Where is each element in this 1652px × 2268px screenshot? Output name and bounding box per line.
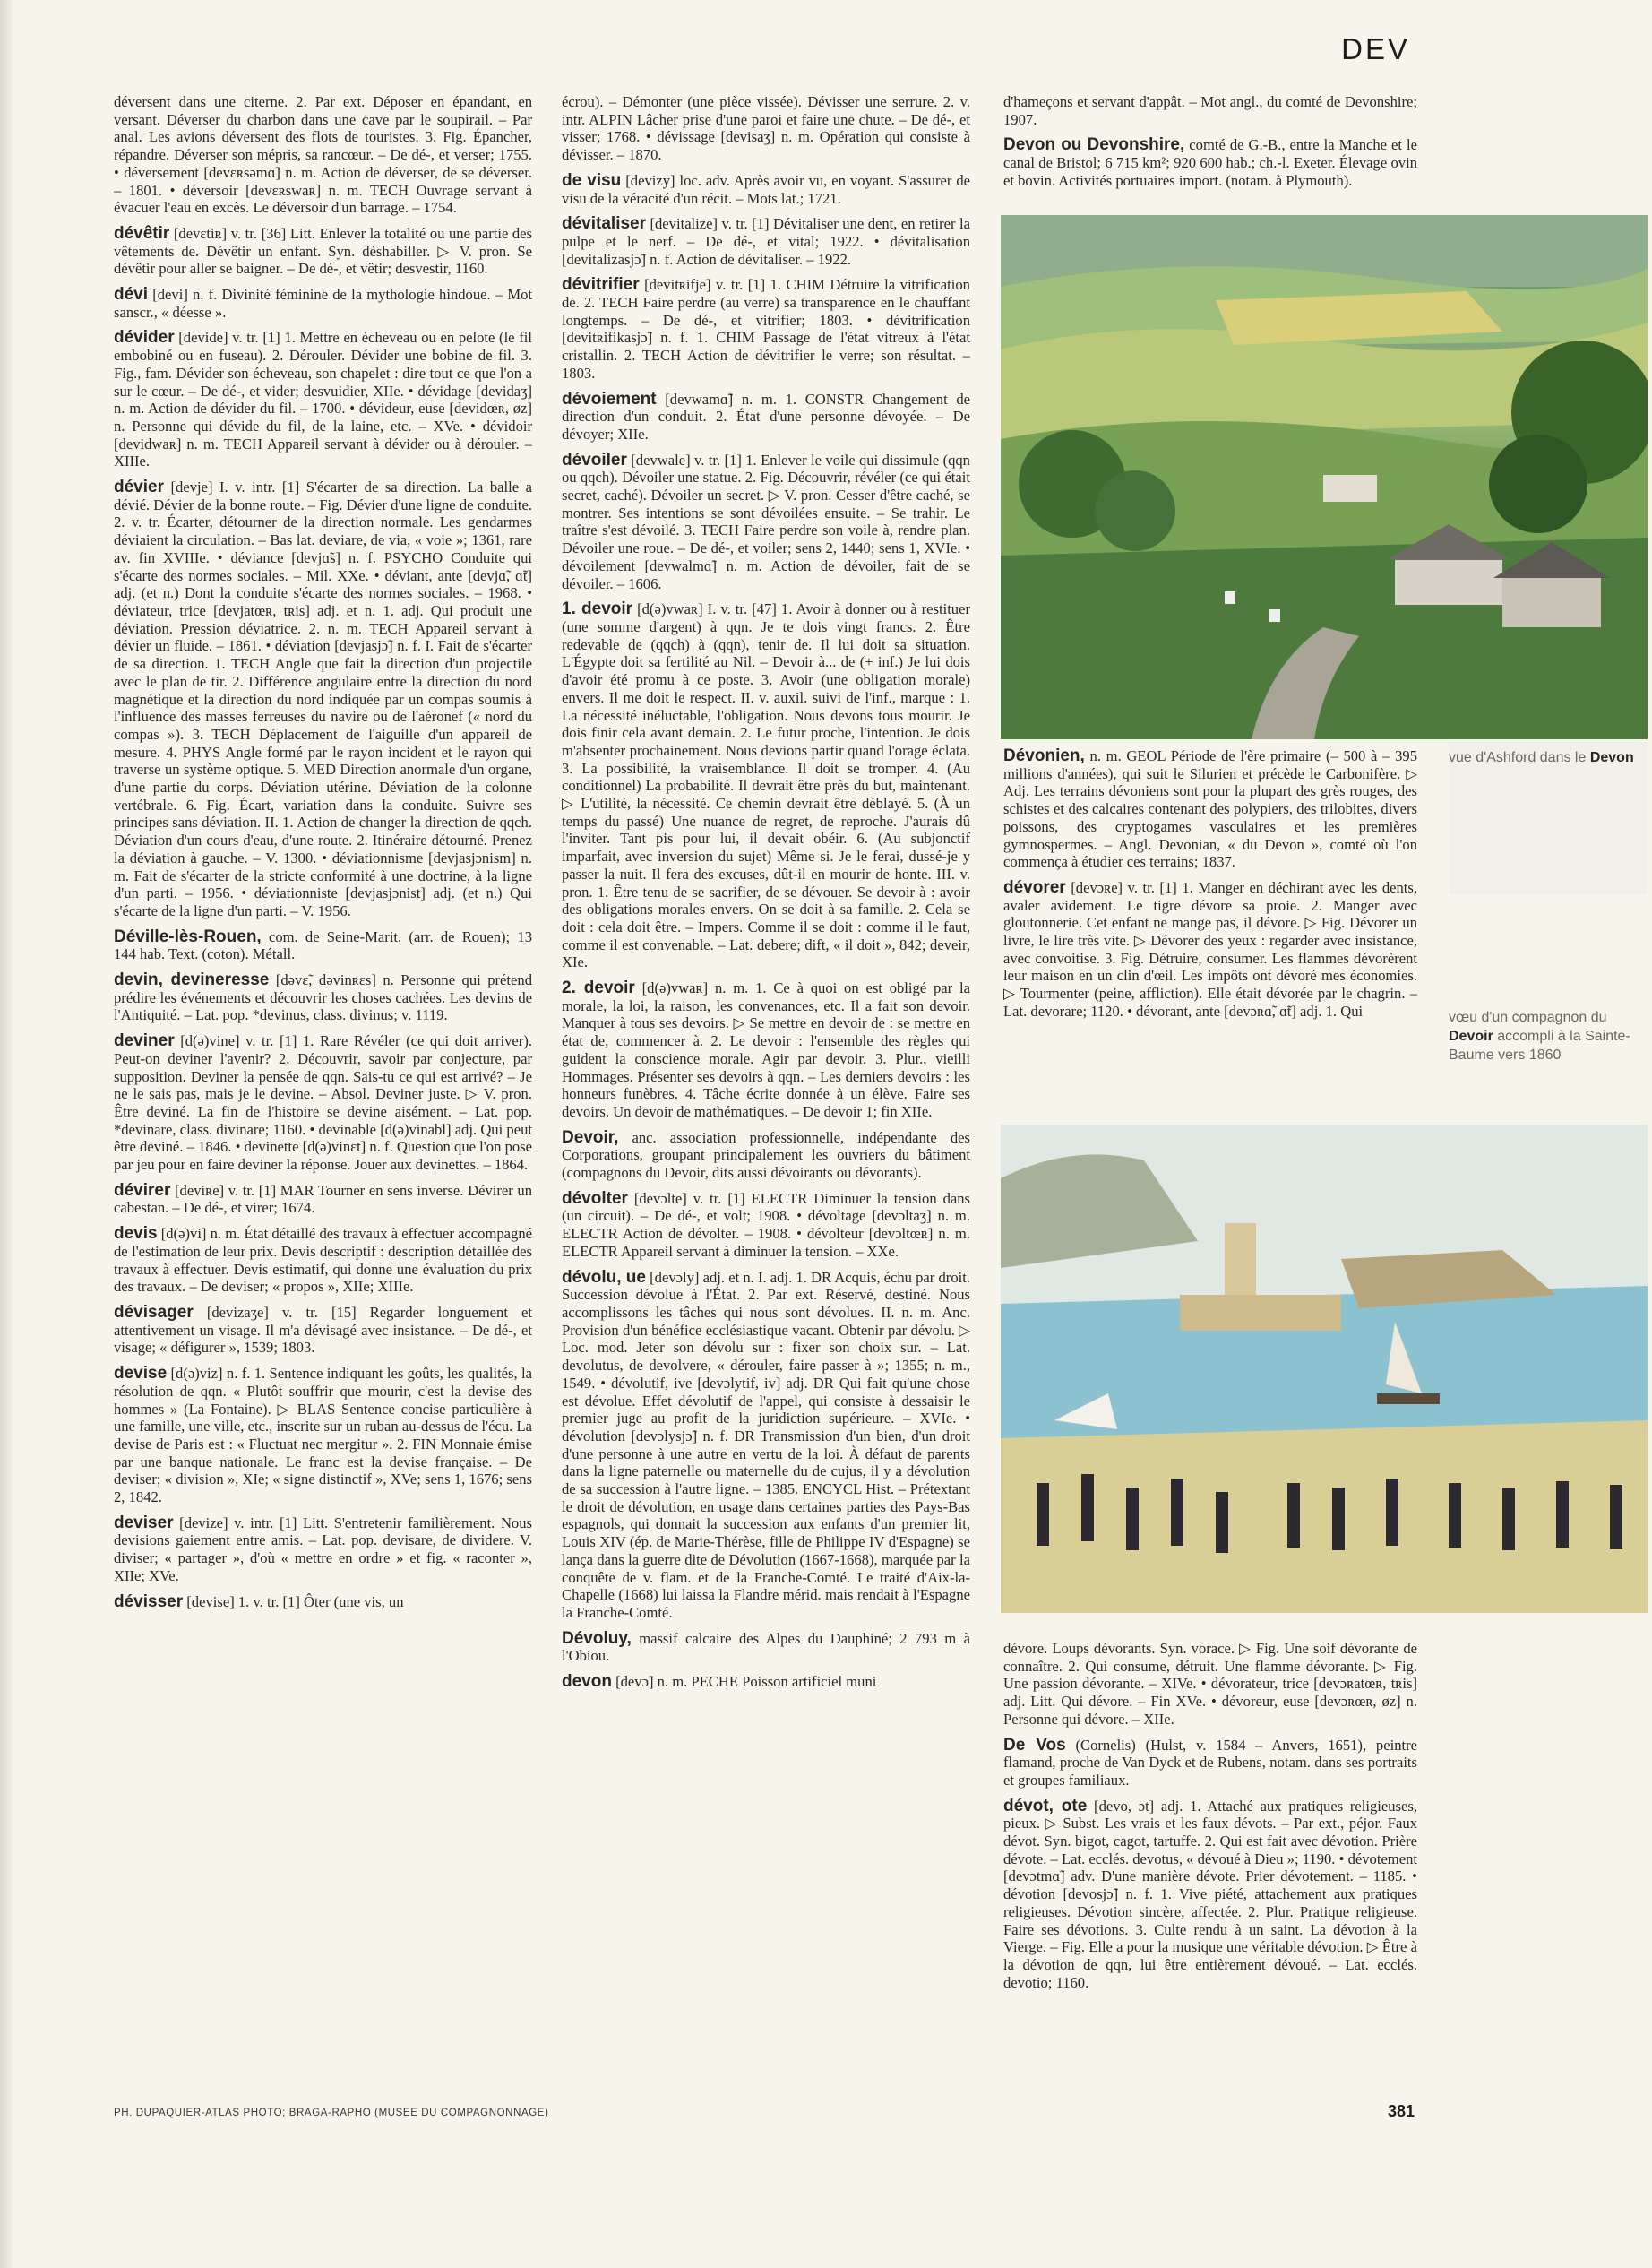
column-2	[562, 93, 970, 2087]
dictionary-entry	[114, 971, 532, 1024]
entry-headword: dévisser	[114, 1591, 184, 1611]
dictionary-entry	[1003, 879, 1417, 1021]
dictionary-entry	[562, 1269, 970, 1622]
entry-paragraph	[114, 971, 532, 1024]
entry-headword: dévot, ote	[1003, 1796, 1088, 1815]
entry-paragraph	[562, 1190, 970, 1261]
entry-paragraph	[562, 979, 970, 1121]
entry-headword: dévoiement	[562, 389, 657, 409]
entry-paragraph	[114, 286, 532, 321]
entry-text: [devɛtiʀ] v. tr. [36] Litt. Enlever la totalité ou une partie des vêtements de. Dévêtir un enfant. Syn. déshabiller. ▷ V. pron. Se dévêtir pour aller se baigner. – De dé-, et vêtir; desvestir, 1160.	[114, 224, 532, 278]
dictionary-entry	[114, 1182, 532, 1217]
column-3-top	[1003, 93, 1417, 210]
entry-paragraph	[114, 1032, 532, 1174]
dictionary-entry	[562, 276, 970, 382]
dictionary-entry	[562, 391, 970, 444]
entry-paragraph	[114, 479, 532, 920]
entry-headword: Devoir,	[562, 1127, 619, 1147]
dictionary-entry	[562, 93, 970, 164]
entry-headword: 1. devoir	[562, 599, 633, 619]
entry-paragraph	[114, 329, 532, 470]
entry-headword: dévorer	[1003, 877, 1066, 897]
entry-text: [deviʀe] v. tr. [1] MAR Tourner en sens inverse. Dévirer un cabestan. – De dé-, et virer; 1674.	[114, 1181, 532, 1217]
page-edge	[0, 0, 13, 2268]
entry-text: [devwamɑ̃] n. m. 1. CONSTR Changement de direction d'un conduit. 2. État d'une personne dévoyée. – De dévoyer; XIIe.	[562, 390, 970, 443]
entry-paragraph	[562, 600, 970, 971]
dictionary-entry	[1003, 1640, 1417, 1729]
landscape-illustration	[1001, 215, 1648, 739]
entry-text: [devo, ɔt] adj. 1. Attaché aux pratiques religieuses, pieux. ▷ Subst. Les vrais et les faux dévots. – Par ext., péjor. Faux dévot. Syn. bigot, cagot, tartuffe. 2. Qui est fait avec dévotion. Prière dévote. – Lat. ecclés. devotus, « dévoué à Dieu »; 1190. • dévotement [devɔtmɑ̃] adv. D'une manière dévote. Prier dévotement. – 1185. • dévotion [devosjɔ̃] n. f. 1. Vive piété, attachement aux pratiques religieuses. Dévotion sincère, affectée. 2. Plur. Pratique religieuse. Faire ses dévotions. 3. Culte rendu à un saint. La dévotion à la Vierge. – Fig. Elle a pour la musique une véritable dévotion. ▷ Être à la dévotion de qqn, lui être entièrement dévoué. – Lat. ecclés. devotio; 1160.	[1003, 1797, 1417, 1991]
dictionary-entry	[562, 172, 970, 207]
entry-text: [dəvɛ̃, dəvinʀɛs] n. Personne qui prétend prédire les événements et découvrir les choses cachées. Les devins de l'Antiquité. – Lat. pop. *devinus, class. divinus; v. 1119.	[114, 971, 532, 1024]
entry-paragraph	[114, 1514, 532, 1585]
entry-headword: Dévonien,	[1003, 747, 1085, 765]
entry-paragraph	[114, 93, 532, 217]
entry-headword: dévitaliser	[562, 214, 646, 234]
caption-ashford	[1449, 748, 1637, 767]
page-number: 381	[1387, 2102, 1415, 2120]
entry-paragraph	[114, 1365, 532, 1506]
entry-text: [d(ə)vi] n. m. État détaillé des travaux à effectuer accompagné de l'estimation de leur prix. Devis descriptif : description détaillée des travaux à effectuer. Devis estimatif, qui donne une évaluation du prix des travaux. – De deviser; « propos », XIIe; XIIIe.	[114, 1225, 532, 1296]
dictionary-entry	[1003, 136, 1417, 189]
entry-headword: Devon ou Devonshire,	[1003, 135, 1185, 155]
entry-text: [d(ə)viz] n. f. 1. Sentence indiquant les goûts, les qualités, la résolution de qqn. « Plutôt souffrir que mourir, c'est la devise des hommes » (La Fontaine). ▷ BLAS Sentence concise particulière à une famille, une ville, etc., inscrite sur un ruban au-dessus de l'écu. La devise de Paris est : « Fluctuat nec mergitur ». 2. FIN Monnaie émise par une banque nationale. Le franc est la devise française. – De deviser; « division », XIe; « signe distinctif », XVe; sens 1, 1676; sens 2, 1842.	[114, 1365, 532, 1506]
entry-text: [devwale] v. tr. [1] 1. Enlever le voile qui dissimule (qqn ou qqch). Dévoiler une statue. 2. Fig. Découvrir, révéler (ce qui était secret, caché). Dévoiler un secret. ▷ V. pron. Cesser d'être caché, se montrer. Ses intentions se sont dévoilées ensuite. – Se trahir. Le traître s'est dévoilé. 3. TECH Faire perdre son voile à, rendre plan. Dévoiler une roue. – De dé-, et voiler; sens 2, 1440; sens 1, XVIe. • dévoilement [devwalmɑ̃] n. m. Action de dévoiler, fait de se dévoiler. – 1606.	[562, 451, 970, 592]
entry-paragraph	[562, 391, 970, 444]
entry-text: [devitalize] v. tr. [1] Dévitaliser une dent, en retirer la pulpe et le nerf. – De dé-, et vital; 1922. • dévitalisation [devitalizasjɔ̃] n. f. Action de dévitaliser. – 1922.	[562, 215, 970, 268]
dictionary-entry	[114, 1593, 532, 1611]
dictionary-entry	[562, 1190, 970, 1261]
dictionary-entry	[1003, 93, 1417, 128]
entry-headword: dévi	[114, 285, 149, 305]
entry-paragraph	[1003, 136, 1417, 189]
dictionary-entry	[1003, 747, 1417, 871]
illustration-compagnons-sainte-baume	[1001, 1125, 1648, 1613]
entry-headword: dévider	[114, 328, 175, 348]
entry-text: [devise] 1. v. tr. [1] Ôter (une vis, un	[186, 1592, 404, 1610]
entry-paragraph	[562, 276, 970, 382]
dictionary-entry	[114, 225, 532, 278]
entry-paragraph	[114, 1593, 532, 1611]
dictionary-entry	[114, 1032, 532, 1174]
dictionary-entry	[114, 93, 532, 217]
entry-text: [devɔlte] v. tr. [1] ELECTR Diminuer la tension dans (un circuit). – De dé-, et volt; 1908. • dévoltage [devɔltaʒ] n. m. ELECTR Action de dévolter. – 1908. • dévolteur [devɔltœʀ] n. m. ELECTR Appareil servant à diminuer la tension. – XXe.	[562, 1189, 970, 1260]
column-3-bottom	[1003, 1640, 1417, 2088]
entry-headword: dévolter	[562, 1188, 628, 1208]
entry-headword: dévêtir	[114, 223, 170, 243]
entry-paragraph	[562, 215, 970, 268]
dictionary-entry	[562, 1129, 970, 1182]
entry-paragraph	[562, 452, 970, 593]
entry-headword: deviner	[114, 1031, 175, 1051]
entry-text: massif calcaire des Alpes du Dauphiné; 2 793 m à l'Obiou.	[562, 1629, 970, 1665]
entry-headword: 2. devoir	[562, 979, 635, 998]
entry-headword: De Vos	[1003, 1735, 1066, 1755]
entry-paragraph	[114, 225, 532, 278]
caption-devoir-bold: Devoir	[1449, 1029, 1493, 1044]
dictionary-entry	[114, 1304, 532, 1357]
photo-ashford-devon	[1001, 215, 1648, 739]
entry-paragraph	[1003, 1737, 1417, 1789]
column-1	[114, 93, 532, 2087]
dictionary-entry	[562, 600, 970, 971]
entry-paragraph	[1003, 1640, 1417, 1729]
caption-ashford-text: vue d'Ashford dans le	[1449, 750, 1590, 765]
entry-paragraph	[562, 1630, 970, 1665]
dictionary-entry	[562, 1673, 970, 1691]
entry-paragraph	[114, 1304, 532, 1357]
entry-headword: devis	[114, 1224, 158, 1244]
entry-paragraph	[1003, 747, 1417, 871]
entry-headword: dévirer	[114, 1180, 171, 1200]
entry-headword: dévier	[114, 478, 164, 497]
entry-text: [devizy] loc. adv. Après avoir vu, en voyant. S'assurer de visu de la véracité d'un récit. – Mots lat.; 1721.	[562, 171, 970, 207]
entry-text: com. de Seine-Marit. (arr. de Rouen); 13 144 hab. Text. (coton). Métall.	[114, 927, 532, 963]
photo-credit: PH. DUPAQUIER-ATLAS PHOTO; BRAGA-RAPHO (MUSEE DU COMPAGNONNAGE)	[114, 2108, 549, 2118]
dictionary-entry	[114, 1514, 532, 1585]
dictionary-entry	[114, 1365, 532, 1506]
column-3-middle	[1003, 747, 1417, 1133]
caption-devoir	[1449, 1008, 1637, 1065]
entry-text: [devitʀifje] v. tr. [1] 1. CHIM Détruire la vitrification de. 2. TECH Faire perdre (au verre) sa transparence en le chauffant longtemps. – De dé-, et vitrifier; 1803. • dévitrification [devitʀifikasjɔ̃] n. f. 1. CHIM Passage de l'état vitreux à l'état cristallin. 2. TECH Action de dévitrifier le verre; son résultat. – 1803.	[562, 276, 970, 382]
entry-headword: dévolu, ue	[562, 1267, 646, 1287]
entry-paragraph	[562, 93, 970, 164]
entry-paragraph	[114, 928, 532, 963]
entry-headword: Dévoluy,	[562, 1628, 632, 1648]
entry-text: anc. association professionnelle, indépendante des Corporations, groupant principalement les ouvriers du bâtiment (compagnons du Devoir, dits aussi dévoirants ou dévorants).	[562, 1128, 970, 1182]
dictionary-entry	[114, 479, 532, 920]
dictionary-entry	[562, 1630, 970, 1665]
entry-headword: dévitrifier	[562, 275, 640, 295]
entry-text: d'hameçons et servant d'appât. – Mot angl., du comté de Devonshire; 1907.	[1003, 93, 1417, 128]
dictionary-entry	[114, 329, 532, 470]
entry-paragraph	[1003, 1798, 1417, 1992]
entry-headword: deviser	[114, 1513, 174, 1532]
dictionary-entry	[1003, 1737, 1417, 1789]
caption-devoir-text-end: accompli à la Sainte-Baume vers 1860	[1449, 1029, 1630, 1063]
entry-headword: de visu	[562, 170, 622, 190]
entry-text: [devize] v. intr. [1] Litt. S'entretenir familièrement. Nous devisions gaiement entre amis. – Lat. pop. devisare, de dividere. V. diviser; « partager », d'où « mettre en ordre » et fig. « raconter », XIIe; XVe.	[114, 1513, 532, 1584]
entry-text: déversent dans une citerne. 2. Par ext. Déposer en épandant, en versant. Déverser du charbon dans une cave par le soupirail. – Par anal. Les avions déversent des flots de touristes. 3. Fig. Épancher, répandre. Déverser son mépris, sa rancœur. – De dé-, et verser; 1755. • déversement [devɛʀsəmɑ̃] n. m. Action de déverser, de se déverser. – 1801. • déversoir [devɛʀswaʀ] n. m. TECH Ouvrage servant à évacuer l'eau en excès. Le déversoir d'un barrage. – 1754.	[114, 93, 532, 217]
entry-text: [d(ə)vwaʀ] I. v. tr. [47] 1. Avoir à donner ou à restituer (une somme d'argent) à qqn. Je te dois vingt francs. 2. Être redevable de (qqch) à (qqn), tenir de. Il lui doit sa situation. L'Égypte doit sa fertilité au Nil. – Devoir à... de (+ inf.) Je lui dois d'avoir été promu à ce poste. 3. Avoir (une obligation morale) envers. Il me doit le respect. II. v. auxil. suivi de l'inf., marque : 1. La nécessité inéluctable, l'obligation. Nous devons tous mourir. Je dois finir cela avant demain. 2. Le futur proche, l'intention. Je dois m'absenter prochainement. Nous devions partir quand l'orage éclata. 3. La possibilité, la vraisemblance. Il doit se tromper. 4. (Au conditionnel) La probabilité. Il devrait être près du but, maintenant. ▷ L'utilité, la nécessité. Ce chemin devrait être déblayé. 5. (À un temps du passé) Une nuance de regret, de reproche. J'aurais dû l'inviter. Tant pis pour lui, il devait obéir. 6. (Au subjonctif imparfait, avec inversion du sujet) Même si. Je le ferai, dussé-je y passer la nuit. Il fera des excuses, dût-il en mourir de honte. III. v. pron. 1. Être tenu de se sacrifier, de se dévouer. Se devoir à : avoir des obligations morales envers. On se doit à sa famille. 2. Cela se doit : cela doit être. – Impers. Comme il se doit : comme il le faut, comme il est convenable. – Lat. debere; dift, « il doit », 842; deveir, XIe.	[562, 600, 970, 971]
entry-headword: devin, devineresse	[114, 970, 270, 990]
dictionary-entry	[114, 286, 532, 321]
harbor-illustration	[1001, 1125, 1648, 1613]
entry-text: dévore. Loups dévorants. Syn. vorace. ▷ Fig. Une soif dévorante de connaître. 2. Qui consume, détruit. Une flamme dévorante. ▷ Fig. Une passion dévorante. – XIVe. • dévorateur, trice [devɔʀatœʀ, tʀis] adj. Litt. Qui dévore. – Fin XVe. • dévoreur, euse [devɔʀœʀ, øz] n. Personne qui dévore. – XIIe.	[1003, 1640, 1417, 1728]
entry-text: [devide] v. tr. [1] 1. Mettre en écheveau ou en pelote (le fil embobiné ou en fuseau). 2. Dérouler. Dévider une bobine de fil. 3. Fig., fam. Dévider son écheveau, son chapelet : dire tout ce que l'on a sur le cœur. – De dé-, et vider; desvuidier, XIIe. • dévidage [devidaʒ] n. m. Action de dévider du fil. – 1700. • dévideur, euse [devidœʀ, øz] n. Personne qui dévide du fil, de la laine, etc. – XVe. • dévidoir [devidwaʀ] n. m. TECH Appareil servant à dévider ou à dérouler. – XIIIe.	[114, 329, 532, 470]
entry-text: écrou). – Démonter (une pièce vissée). Dévisser une serrure. 2. v. intr. ALPIN Lâcher prise d'une paroi et faire une chute. – De dé-, et visser; 1768. • dévissage [devisaʒ] n. m. Opération qui consiste à dévisser. – 1870.	[562, 93, 970, 164]
entry-paragraph	[562, 1129, 970, 1182]
entry-text: [devi] n. f. Divinité féminine de la mythologie hindoue. – Mot sanscr., « déesse ».	[114, 286, 532, 321]
caption-devoir-text: vœu d'un compagnon du	[1449, 1010, 1607, 1025]
entry-headword: dévoiler	[562, 450, 627, 470]
entry-headword: dévisager	[114, 1303, 194, 1322]
entry-text: [devje] I. v. intr. [1] S'écarter de sa direction. La balle a dévié. Dévier de la bonne route. – Fig. Dévier d'une ligne de conduite. 2. v. tr. Écarter, détourner de la direction normale. Les gendarmes déviaient la circulation. – Bas lat. deviare, de via, « voie »; 1361, rare av. fin XVIIIe. • déviance [devjɑ̃s] n. f. PSYCHO Conduite qui s'écarte des normes sociales. – Mil. XXe. • déviant, ante [devjɑ̃, ɑ̃t] adj. (et n.) Dont la conduite s'écarte des normes sociales. – 1968. • déviateur, trice [devjatœʀ, tʀis] adj. et n. 1. adj. Qui produit une déviation. Pression déviatrice. 2. n. m. TECH Appareil servant à dévier un fluide. – 1861. • déviation [devjasjɔ̃] n. f. I. Fait de s'écarter de sa direction. 1. TECH Angle que fait la direction d'un projectile avec le plan de tir. 2. Différence angulaire entre la direction du nord magnétique et la direction du nord indiquée par un compas soumis à l'influence des masses ferreuses du navire ou de l'aéronef (« nord du compas »). 3. TECH Déplacement de l'aiguille d'un appareil de mesure. 4. PHYS Angle formé par le rayon incident et le rayon qui traverse un système optique. 5. MED Direction anormale d'un organe, d'une partie du corps. Déviation utérine. Déviation de la colonne vertébrale. 6. Fig. Écart, variation dans la conduite. Suivre ses principes sans déviation. II. 1. Action de changer la direction de qqch. Déviation d'un cours d'eau, d'une route. 2. Itinéraire détourné. Prenez la déviation à gauche. – V. 1300. • déviationnisme [devjasjɔnism] n. m. Fait de s'écarter de la stricte conformité à une doctrine, à la ligne d'un parti. – 1956. • déviationniste [devjasjɔnist] adj. (et n.) Qui s'écarte de la ligne d'un parti. – V. 1956.	[114, 479, 532, 919]
entry-text: comté de G.-B., entre la Manche et le canal de Bristol; 6 715 km²; 920 600 hab.; ch.-l. Exeter. Élevage ovin et bovin. Activités portuaires import. (notam. à Plymouth).	[1003, 136, 1417, 189]
running-head: DEV	[1341, 32, 1410, 65]
entry-paragraph	[114, 1225, 532, 1296]
dictionary-entry	[562, 452, 970, 593]
entry-headword: devon	[562, 1672, 612, 1692]
entry-text: [devɔly] adj. et n. I. adj. 1. DR Acquis, échu par droit. Succession dévolue à l'État. 2. Par ext. Réservé, destiné. Nous accomplissons les tâches qui nous sont dévolues. II. n. m. Anc. Provision d'un bénéfice ecclésiastique vacant. Obtenir par dévolu. ▷ Loc. mod. Jeter son dévolu sur : fixer son choix sur. – Lat. devolutus, de devolvere, « dérouler, faire passer à »; 1355; n. m., 1549. • dévolutif, ive [devɔlytif, iv] adj. DR Qui fait qu'une chose est dévolue. Effet dévolutif de l'appel, qui consiste à dessaisir le premier juge au profit de la juridiction supérieure. – XVIe. • dévolution [devɔlysjɔ̃] n. f. DR Transmission d'un bien, d'un droit d'une personne à une autre en vertu de la loi. À défaut de parents dans la ligne paternelle ou maternelle du de cujus, il y a dévolution de sa succession à l'autre ligne. – 1385. ENCYCL Hist. – Prétextant le droit de dévolution, en usage dans certaines parties des Pays-Bas espagnols, qui donnait la succession aux enfants d'un premier lit, Louis XIV (ép. de Marie-Thérèse, fille de Philippe IV d'Espagne) se lança dans la guerre dite de Dévolution (1667-1668), marquée par la conquête de v. flam. et de la Franche-Comté. Le traité d'Aix-la-Chapelle (1668) lui laissa la Flandre mérid. mais rendait à l'Espagne la Franche-Comté.	[562, 1268, 970, 1621]
entry-text: [devɔʀe] v. tr. [1] 1. Manger en déchirant avec les dents, avaler avidement. Le tigre dévore sa proie. 2. Manger avec gloutonnerie. Cet enfant ne mange pas, il dévore. ▷ Fig. Dévorer un livre, le lire très vite. ▷ Dévorer des yeux : regarder avec insistance, avec convoitise. 3. Fig. Détruire, consumer. Les flammes dévorèrent leur maison en un clin d'œil. Les impôts ont dévoré mes économies. ▷ Tourmenter (peine, affliction). Elle était dévorée par le chagrin. – Lat. devorare; 1120. • dévorant, ante [devɔʀɑ̃, ɑ̃t] adj. 1. Qui	[1003, 878, 1417, 1020]
entry-paragraph	[1003, 879, 1417, 1021]
entry-text: n. m. GEOL Période de l'ère primaire (– 500 à – 395 millions d'années), qui suit le Silurien et précède le Carbonifère. ▷ Adj. Les terrains dévoniens sont pour la plupart des grès rouges, des schistes et des calcaires contenant des polypiers, des trilobites, divers poissons, des cryptogames vasculaires et les premières gymnospermes. – Angl. Devonian, « du Devon », comté où l'on commença à étudier ces terrains; 1837.	[1003, 747, 1417, 871]
entry-headword: devise	[114, 1364, 168, 1384]
dictionary-entry	[562, 979, 970, 1121]
entry-text: [devɔ̃] n. m. PECHE Poisson artificiel muni	[615, 1673, 877, 1691]
entry-paragraph	[562, 1269, 970, 1622]
dictionary-entry	[114, 928, 532, 963]
entry-text: (Cornelis) (Hulst, v. 1584 – Anvers, 1651), peintre flamand, proche de Van Dyck et de Rubens, notam. dans ses portraits et groupes familiaux.	[1003, 1736, 1417, 1789]
entry-headword: Déville-lès-Rouen,	[114, 927, 262, 946]
entry-text: [devizaʒe] v. tr. [15] Regarder longuement et attentivement un visage. Il m'a dévisagé avec insistance. – De dé-, et visage; « défigurer », 1539; 1803.	[114, 1304, 532, 1357]
entry-paragraph	[562, 1673, 970, 1691]
entry-text: [d(ə)vwaʀ] n. m. 1. Ce à quoi on est obligé par la morale, la loi, la raison, les convenances, etc. Il a fait son devoir. Manquer à tous ses devoirs. ▷ Se mettre en devoir de : se mettre en état de, commencer à. 2. Le devoir : l'ensemble des règles qui guident la conscience morale. Agir par devoir. 3. Plur., vieilli Hommages. Présenter ses devoirs à qqn. – Les derniers devoirs : les honneurs funèbres. 4. Tâche écrite donnée à un élève. Faire ses devoirs. Un devoir de mathématiques. – De devoir 1; fin XIIe.	[562, 979, 970, 1120]
entry-paragraph	[114, 1182, 532, 1217]
caption-ashford-bold: Devon	[1589, 750, 1634, 765]
entry-paragraph	[562, 172, 970, 207]
dictionary-entry	[562, 215, 970, 268]
entry-text: [d(ə)vine] v. tr. [1] 1. Rare Révéler (ce qui doit arriver). Peut-on deviner l'avenir? 2. Découvrir, savoir par conjecture, par supposition. Deviner la pensée de qqn. Sais-tu ce qui est arrivé? – Je ne le sais pas, mais je le devine. – Absol. Deviner juste. ▷ V. pron. Être deviné. La fin de l'histoire se devine aisément. – Lat. pop. *devinare, class. divinare; 1160. • devinable [d(ə)vinabl] adj. Qui peut être deviné. – 1846. • devinette [d(ə)vinɛt] n. f. Question que l'on pose par jeu pour en faire deviner la réponse. Jouer aux devinettes. – 1864.	[114, 1032, 532, 1174]
dictionary-entry	[1003, 1798, 1417, 1992]
entry-paragraph	[1003, 93, 1417, 128]
dictionary-entry	[114, 1225, 532, 1296]
